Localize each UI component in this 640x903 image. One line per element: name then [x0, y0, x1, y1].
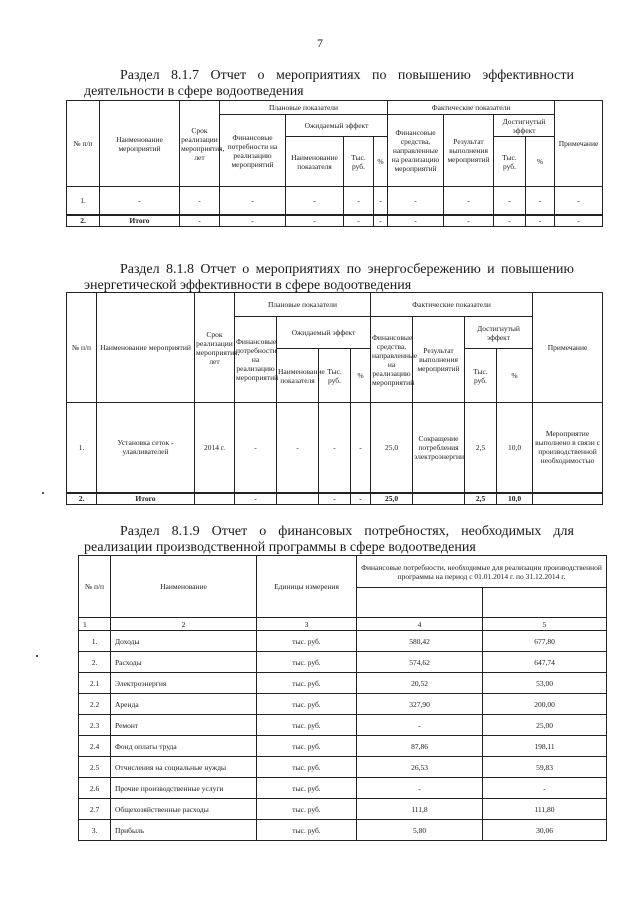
section-819-heading-line2: реализации производственной программы в сфере водоотведения [84, 540, 476, 555]
cell-value: 20,52 [357, 673, 483, 694]
section-818-heading-line1: Раздел 8.1.8 Отчет о мероприятиях по энергосбережению и повышению [120, 262, 574, 277]
cell-unit: тыс. руб. [257, 778, 357, 799]
col-header-achieved: Достигнутый эффект [494, 115, 555, 137]
cell-value: - [357, 778, 483, 799]
col-header-achieved: Достигнутый эффект [465, 317, 533, 349]
cell: - [286, 187, 344, 215]
cell: - [286, 215, 344, 227]
section-819-table [78, 555, 607, 841]
col-number: 5 [483, 618, 607, 631]
cell: - [555, 187, 603, 215]
col-header-fin-need: Финансовые потребности, необходимые для реализации производственной программы на период с 01.01.2014 г. по 31.12.2014 г. [357, 556, 607, 588]
cell: 10,0 [497, 403, 533, 493]
col-header-thous-rub: Тыс. руб. [319, 349, 351, 403]
col-header-fin-need: Финансовые потребности на реализацию мероприятий [235, 317, 277, 403]
cell-name: Итого [97, 493, 195, 505]
cell-value: 327,90 [357, 694, 483, 715]
cell-value: 26,53 [357, 757, 483, 778]
col-header-expected: Ожидаемый эффект [286, 115, 388, 137]
section-818-heading-line2: энергетической эффективности в сфере водоотведения [84, 278, 412, 293]
scan-speck [36, 655, 38, 657]
col-header-thous-rub: Тыс. руб. [344, 137, 374, 187]
col-header-eff-name: Наименование показателя [277, 349, 319, 403]
cell-num: 2. [79, 652, 111, 673]
cell-num: 2.6 [79, 778, 111, 799]
cell-num: 2. [67, 215, 100, 227]
cell-value: - [483, 778, 607, 799]
cell: - [555, 215, 603, 227]
cell-unit: тыс. руб. [257, 736, 357, 757]
cell: 25,0 [371, 493, 413, 505]
cell-num: 3. [79, 820, 111, 841]
cell-value: 5,80 [357, 820, 483, 841]
cell: - [494, 187, 526, 215]
cell: 2,5 [465, 493, 497, 505]
section-817-heading-line2: деятельности в сфере водоотведения [84, 84, 304, 99]
col-number: 4 [357, 618, 483, 631]
cell: 25,0 [371, 403, 413, 493]
cell: - [180, 187, 220, 215]
cell-num: 1. [67, 187, 100, 215]
cell-unit: тыс. руб. [257, 694, 357, 715]
col-header-achieved-percent: % [526, 137, 555, 187]
col-header-num: № п/п [67, 101, 100, 187]
cell: - [351, 403, 371, 493]
col-header-term: Срок реализации мероприятия, лет [195, 293, 235, 403]
cell-value: 677,80 [483, 631, 607, 652]
col-header-expected: Ожидаемый эффект [277, 317, 371, 349]
cell-name: Установка сеток - улавливателей [97, 403, 195, 493]
col-header-plan [357, 588, 483, 618]
col-number: 2 [111, 618, 257, 631]
cell: 10,0 [497, 493, 533, 505]
col-header-note: Примечание [533, 293, 603, 403]
col-header-actual: Фактические показатели [388, 101, 555, 115]
col-header-name: Наименование [111, 556, 257, 618]
col-header-fin-directed: Финансовые средства, направленные на реализацию мероприятий [371, 317, 413, 403]
col-header-unit: Единицы измерения [257, 556, 357, 618]
cell: - [235, 403, 277, 493]
cell: - [494, 215, 526, 227]
col-header-result: Результат выполнения мероприятий [413, 317, 465, 403]
cell: - [319, 403, 351, 493]
cell-num: 2.1 [79, 673, 111, 694]
col-header-percent: % [374, 137, 388, 187]
table-row [79, 715, 607, 736]
cell: - [374, 215, 388, 227]
cell-value: 87,86 [357, 736, 483, 757]
table-row [79, 631, 607, 652]
scan-speck [42, 492, 44, 494]
cell-value: 198,11 [483, 736, 607, 757]
section-817-heading [84, 68, 574, 100]
cell-value: 200,00 [483, 694, 607, 715]
section-818-table [66, 292, 603, 505]
cell [195, 493, 235, 505]
section-817-table [66, 100, 603, 227]
table-row-total [67, 215, 603, 227]
cell-name: Расходы [111, 652, 257, 673]
cell-unit: тыс. руб. [257, 799, 357, 820]
cell: - [220, 215, 286, 227]
column-numbers-row [79, 618, 607, 631]
table-row [79, 694, 607, 715]
cell-name: Аренда [111, 694, 257, 715]
cell: - [374, 187, 388, 215]
cell-name: Фонд оплаты труда [111, 736, 257, 757]
cell [413, 493, 465, 505]
cell-name: Ремонт [111, 715, 257, 736]
cell-name: - [100, 187, 180, 215]
cell-name: Прибыль [111, 820, 257, 841]
cell-name: Итого [100, 215, 180, 227]
cell: - [220, 187, 286, 215]
cell: - [277, 403, 319, 493]
cell-term: 2014 г. [195, 403, 235, 493]
cell-value: 53,00 [483, 673, 607, 694]
page-number: 7 [317, 36, 323, 50]
col-header-fin-directed: Финансовые средства, направленные на реализацию мероприятий [388, 115, 444, 187]
col-header-achieved-percent: % [497, 349, 533, 403]
table-row [79, 799, 607, 820]
col-header-eff-name: Наименование показателя [286, 137, 344, 187]
col-header-fin-need: Финансовые потребности на реализацию мероприятий [220, 115, 286, 187]
cell: - [344, 215, 374, 227]
table-row [79, 736, 607, 757]
col-header-achieved-thous-rub: Тыс. руб. [494, 137, 526, 187]
table-row [79, 778, 607, 799]
cell-name: Доходы [111, 631, 257, 652]
cell-name: Прочие производственные услуги [111, 778, 257, 799]
cell-unit: тыс. руб. [257, 652, 357, 673]
cell-unit: тыс. руб. [257, 757, 357, 778]
col-number: 3 [257, 618, 357, 631]
cell-value: 30,06 [483, 820, 607, 841]
table-row [67, 403, 603, 493]
section-817-heading-line1: Раздел 8.1.7 Отчет о мероприятиях по повышению эффективности [120, 68, 574, 83]
cell: - [319, 493, 351, 505]
cell: - [526, 215, 555, 227]
col-number: 1 [79, 618, 111, 631]
col-header-num: № п/п [79, 556, 111, 618]
cell: - [526, 187, 555, 215]
cell: - [444, 187, 494, 215]
cell-value: - [357, 715, 483, 736]
cell: - [388, 187, 444, 215]
cell-value: 25,00 [483, 715, 607, 736]
cell-num: 2.4 [79, 736, 111, 757]
cell-note: Мероприятие выполнено в связи с производственной необходимостью [533, 403, 603, 493]
table-row-total [67, 493, 603, 505]
cell-value: 574,62 [357, 652, 483, 673]
col-header-planned: Плановые показатели [220, 101, 388, 115]
cell: 2,5 [465, 403, 497, 493]
section-819-heading [84, 524, 574, 556]
col-header-term: Срок реализации мероприятия, лет [180, 101, 220, 187]
cell: - [344, 187, 374, 215]
cell-value: 111,80 [483, 799, 607, 820]
cell-num: 1. [67, 403, 97, 493]
cell-unit: тыс. руб. [257, 715, 357, 736]
table-row [79, 673, 607, 694]
col-header-percent: % [351, 349, 371, 403]
cell: - [388, 215, 444, 227]
cell-num: 2.5 [79, 757, 111, 778]
cell [533, 493, 603, 505]
cell-value: 59,83 [483, 757, 607, 778]
col-header-fact [483, 588, 607, 618]
section-819-heading-line1: Раздел 8.1.9 Отчет о финансовых потребностях, необходимых для [120, 524, 574, 539]
cell-unit: тыс. руб. [257, 631, 357, 652]
cell-num: 2.3 [79, 715, 111, 736]
table-row [79, 652, 607, 673]
cell-num: 2.7 [79, 799, 111, 820]
cell-name: Электроэнергия [111, 673, 257, 694]
col-header-name: Наименование мероприятий [97, 293, 195, 403]
cell: - [351, 493, 371, 505]
cell-num: 1. [79, 631, 111, 652]
cell-name: Общехозяйственные расходы [111, 799, 257, 820]
col-header-note: Примечание [555, 101, 603, 187]
cell: - [180, 215, 220, 227]
col-header-result: Результат выполнения мероприятий [444, 115, 494, 187]
cell [277, 493, 319, 505]
col-header-num: № п/п [67, 293, 97, 403]
cell-name: Отчисления на социальные нужды [111, 757, 257, 778]
cell-value: 647,74 [483, 652, 607, 673]
col-header-actual: Фактические показатели [371, 293, 533, 317]
cell-unit: тыс. руб. [257, 820, 357, 841]
table-row [79, 757, 607, 778]
col-header-planned: Плановые показатели [235, 293, 371, 317]
cell-result: Сокращение потребления электроэнергии [413, 403, 465, 493]
cell-unit: тыс. руб. [257, 673, 357, 694]
col-header-achieved-thous-rub: Тыс. руб. [465, 349, 497, 403]
section-818-heading [84, 262, 574, 294]
cell-value: 111,8 [357, 799, 483, 820]
cell-value: 580,42 [357, 631, 483, 652]
cell: - [444, 215, 494, 227]
table-row [67, 187, 603, 215]
table-row [79, 820, 607, 841]
cell: - [235, 493, 277, 505]
cell-num: 2. [67, 493, 97, 505]
col-header-name: Наименование мероприятий [100, 101, 180, 187]
cell-num: 2.2 [79, 694, 111, 715]
